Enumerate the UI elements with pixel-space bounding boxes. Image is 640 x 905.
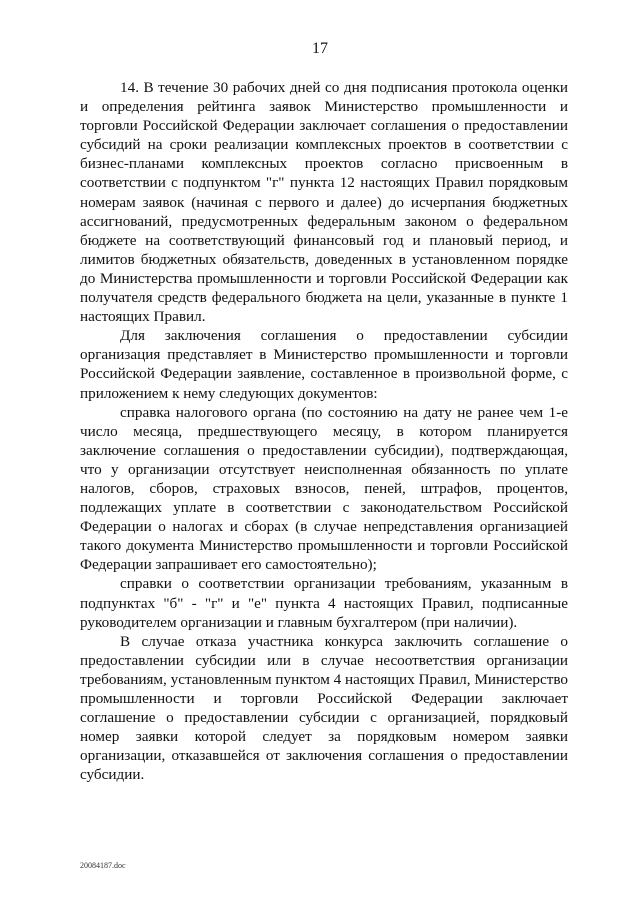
page-number: 17 bbox=[312, 40, 328, 57]
paragraph-refusal-case: В случае отказа участника конкурса заключить соглашение о предоставлении субсидии или в случае несоответствия организации требованиям, установленным пунктом 4 настоящих Правил, Министерство промышленности и торговли Российской Федерации заключает соглашение о предоставлении субсидии с организацией, порядковый номер заявки которой следует за порядковым номером заявки организации, отказавшейся от заключения соглашения о предоставлении субсидии. bbox=[80, 632, 568, 784]
paragraph-agreement-conditions: Для заключения соглашения о предоставлении субсидии организация представляет в Министерство промышленности и торговли Российской Федерации заявление, составленное в произвольной форме, с приложением к нему следующих документов: bbox=[80, 327, 568, 402]
paragraph-tax-certificate: справка налогового органа (по состоянию на дату не ранее чем 1-е число месяца, предшествующего месяцу, в котором планируется заключение соглашения о предоставлении субсидии), подтверждающая, что у организации отсутствует неисполненная обязанность по уплате налогов, сборов, страховых взносов, пеней, штрафов, процентов, подлежащих уплате в соответствии с законодательством Российской Федерации о налогах и сборах (в случае непредставления организацией такого документа Министерство промышленности и торговли Российской Федерации запрашивает его самостоятельно); bbox=[80, 403, 568, 574]
paragraph-compliance-certificates: справки о соответствии организации требованиям, указанным в подпунктах "б" - "г" и "е" пункта 4 настоящих Правил, подписанные руководителем организации и главным бухгалтером (при наличии). bbox=[80, 575, 568, 631]
document-body bbox=[80, 78, 568, 784]
paragraph-14: 14. В течение 30 рабочих дней со дня подписания протокола оценки и определения рейтинга заявок Министерство промышленности и торговли Российской Федерации заключает соглашения о предоставлении субсидий на сроки реализации комплексных проектов в соответствии с бизнес-планами комплексных проектов согласно присвоенным в соответствии с подпунктом "г" пункта 12 настоящих Правил порядковым номерам заявок (начиная с первого и далее) до исчерпания бюджетных ассигнований, предусмотренных федеральным законом о федеральном бюджете на соответствующий финансовый год и плановый период, и лимитов бюджетных обязательств, доведенных в установленном порядке до Министерства промышленности и торговли Российской Федерации как получателя средств федерального бюджета на цели, указанные в пункте 1 настоящих Правил. bbox=[80, 79, 568, 326]
file-name-footer: 20084187.doc bbox=[80, 861, 126, 870]
